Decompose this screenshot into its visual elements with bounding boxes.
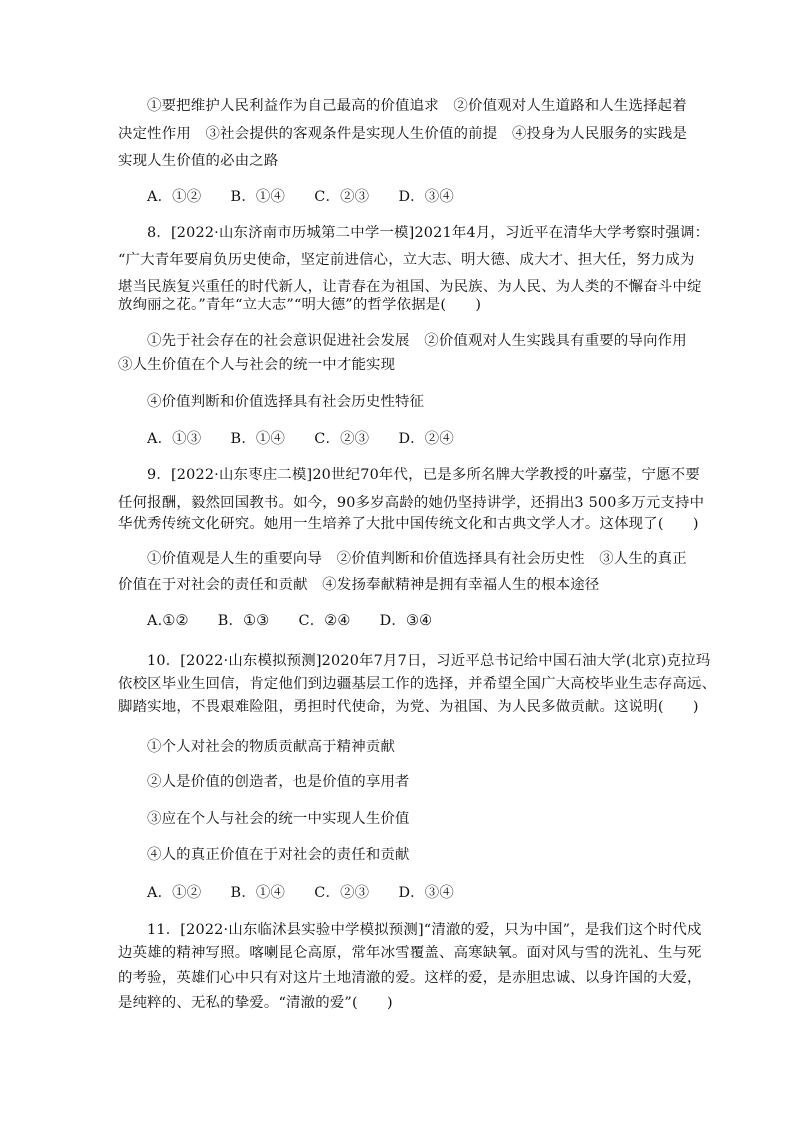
q8-stem-line: 放绚丽之花。”青年“立大志”“明大德”的哲学依据是( ) <box>118 297 482 313</box>
q10-option-line: ④人的真正价值在于对社会的责任和贡献 <box>147 847 410 863</box>
q9-stem-line: 9．[2022·山东枣庄二模]20世纪70年代，已是多所名牌大学教授的叶嘉莹，宁愿不要 <box>147 467 700 483</box>
q10-option-line: ①个人对社会的物质贡献高于精神贡献 <box>147 739 396 755</box>
q9-stem-line: 华优秀传统文化研究。她用一生培养了大批中国传统文化和古典文学人才。这体现了( ) <box>118 516 699 532</box>
q9-option-line: ①价值观是人生的重要向导 ②价值判断和价值选择具有社会历史性 ③人生的真正 <box>147 551 687 567</box>
q8-option-line: ①先于社会存在的社会意识促进社会发展 ②价值观对人生实践具有重要的导向作用 <box>147 333 687 349</box>
q11-stem-line: 的考验，英雄们心中只有对这片土地清澈的爱。这样的爱，是赤胆忠诚、以身许国的大爱， <box>118 970 702 986</box>
q10-stem-line: 脚踏实地，不畏艰难险阻，勇担时代使命，为党、为祖国、为人民多做贡献。这说明( ) <box>118 699 699 715</box>
q8-stem-line: 8．[2022·山东济南市历城第二中学一模]2021年4月，习近平在清华大学考察时强调： <box>147 225 710 241</box>
q7-option-line: ①要把维护人民利益作为自己最高的价值追求 ②价值观对人生道路和人生选择起着 <box>147 98 687 114</box>
q8-stem-line: “广大青年要肩负历史使命，坚定前进信心，立大志、明大德、成大才、担大任，努力成为 <box>118 252 695 268</box>
q10-option-line: ②人是价值的创造者，也是价值的享用者 <box>147 774 410 790</box>
q7-answer-choices: A．①② B．①④ C．②③ D．③④ <box>147 189 454 205</box>
q11-stem-line: 是纯粹的、无私的挚爱。“清澈的爱”( ) <box>118 995 393 1011</box>
q10-stem-line: 10．[2022·山东模拟预测]2020年7月7日，习近平总书记给中国石油大学(北京)克拉玛 <box>147 653 711 669</box>
q8-stem-line: 堪当民族复兴重任的时代新人，让青春在为祖国、为民族、为人民、为人类的不懈奋斗中绽 <box>118 279 702 295</box>
q9-stem-line: 任何报酬，毅然回国教书。如今，90多岁高龄的她仍坚持讲学，还捐出3 500多万元支持中 <box>118 495 705 511</box>
q9-answer-choices: A.①② B．①③ C．②④ D．③④ <box>147 613 433 629</box>
q8-option-line: ④价值判断和价值选择具有社会历史性特征 <box>147 394 425 410</box>
q10-answer-choices: A．①② B．①④ C．②③ D．③④ <box>147 885 454 901</box>
q9-option-line: 价值在于对社会的责任和贡献 ④发扬奉献精神是拥有幸福人生的根本途径 <box>118 577 600 593</box>
q10-option-line: ③应在个人与社会的统一中实现人生价值 <box>147 811 410 827</box>
q7-option-line: 决定性作用 ③社会提供的客观条件是实现人生价值的前提 ④投身为人民服务的实践是 <box>118 126 688 142</box>
q8-option-line: ③人生价值在个人与社会的统一中才能实现 <box>118 357 396 373</box>
q7-option-line: 实现人生价值的必由之路 <box>118 153 279 169</box>
q10-stem-line: 依校区毕业生回信，肯定他们到边疆基层工作的选择，并希望全国广大高校毕业生志存高远、 <box>118 676 717 692</box>
q8-answer-choices: A．①③ B．①④ C．②③ D．②④ <box>147 431 454 447</box>
q11-stem-line: 11．[2022·山东临沭县实验中学模拟预测]“清澈的爱，只为中国”，是我们这个时代戍 <box>147 922 702 938</box>
q11-stem-line: 边英雄的精神写照。喀喇昆仑高原，常年冰雪覆盖、高寒缺氧。面对风与雪的洗礼、生与死 <box>118 945 702 961</box>
